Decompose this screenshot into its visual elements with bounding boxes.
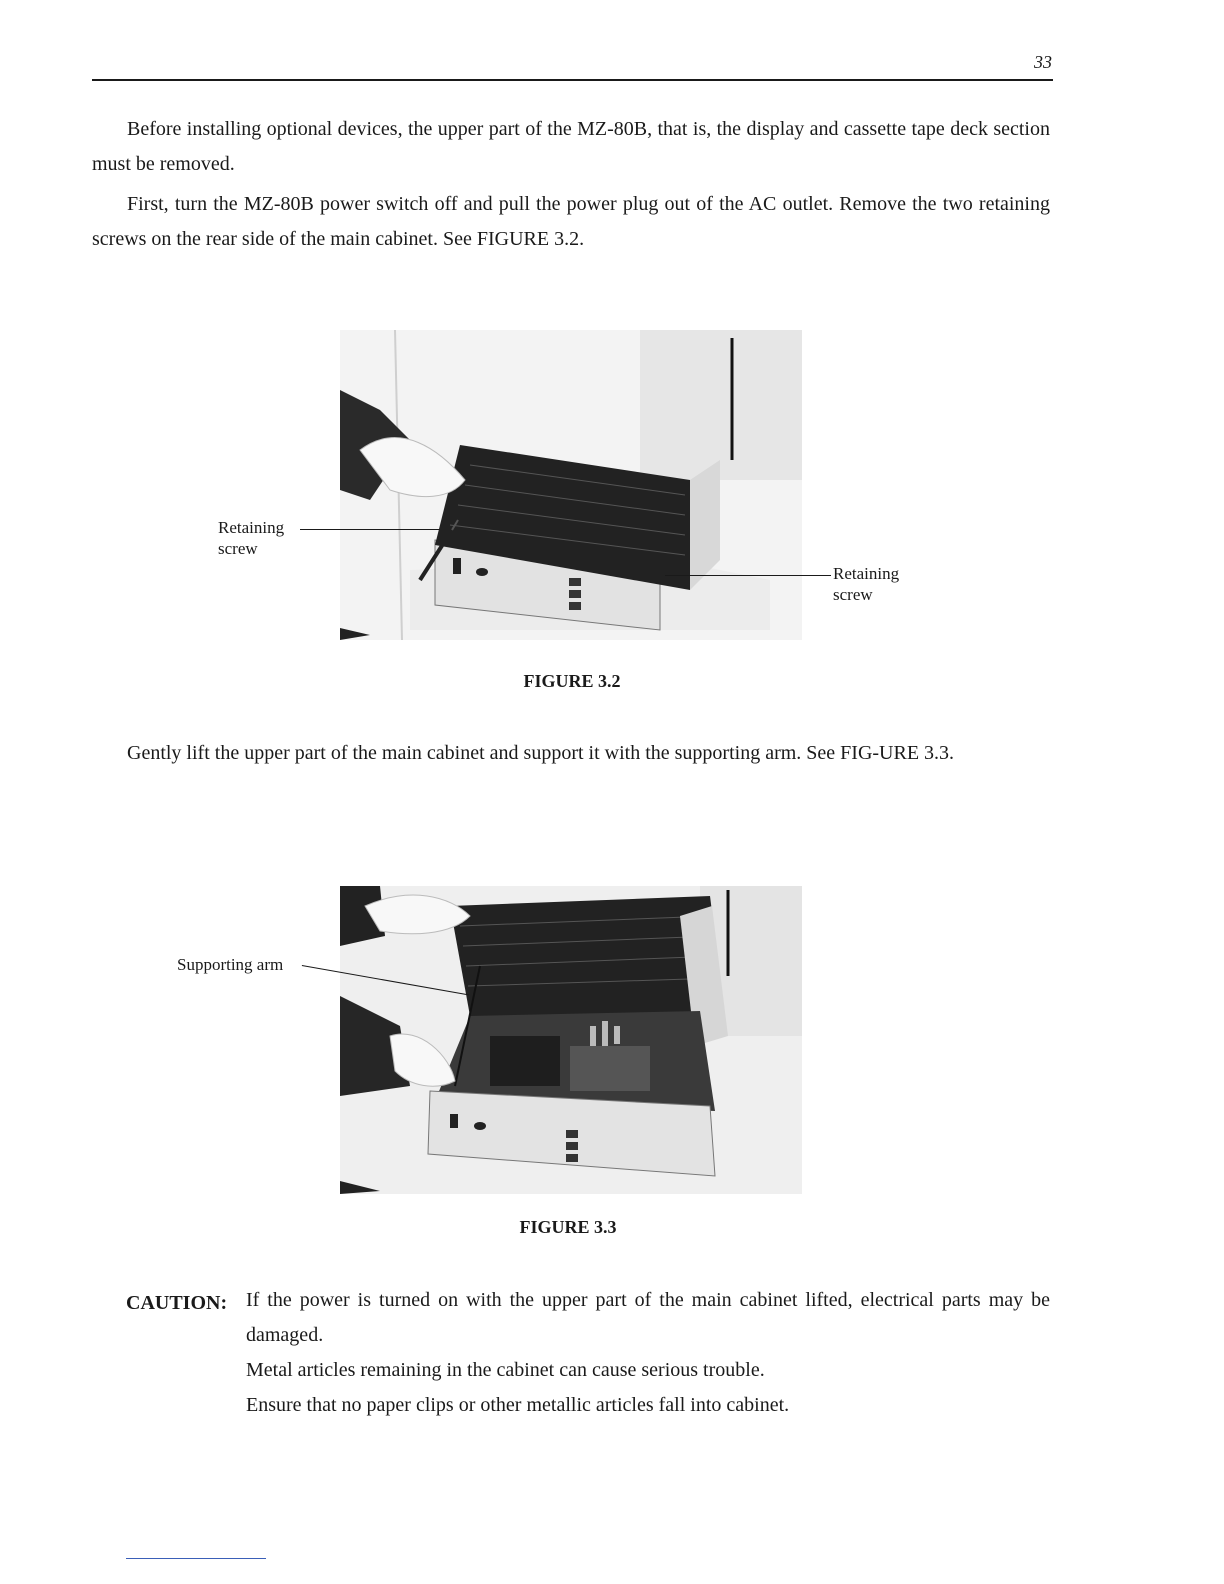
callout-right-line2: screw: [833, 585, 873, 604]
caution-body: [246, 1283, 1050, 1423]
header-rule: [92, 79, 1053, 81]
paragraph-lift-cabinet: Gently lift the upper part of the main cabinet and support it with the supporting arm. See FIG-URE 3.3.: [127, 742, 955, 764]
callout-right-line1: Retaining: [833, 564, 900, 583]
caution-line-3: Ensure that no paper clips or other metallic articles fall into cabinet.: [246, 1394, 790, 1416]
callout-retaining-screw-left: [218, 517, 284, 559]
caution-line-1: If the power is turned on with the upper part of the main cabinet lifted, electrical parts may be damaged.: [246, 1289, 1050, 1346]
footnote-rule: [126, 1558, 266, 1559]
figure-3-2-photo: [340, 330, 802, 640]
caution-label: CAUTION:: [126, 1292, 228, 1314]
leader-line-left: [300, 529, 440, 530]
callout-left-line1: Retaining: [218, 518, 285, 537]
caution-line-2: Metal articles remaining in the cabinet can cause serious trouble.: [246, 1359, 765, 1381]
callout-retaining-screw-right: [833, 563, 899, 605]
paragraph-intro: Before installing optional devices, the upper part of the MZ-80B, that is, the display and cassette tape deck section must be removed.: [92, 118, 1050, 175]
paragraph-remove-screws: First, turn the MZ-80B power switch off and pull the power plug out of the AC outlet. Remove the two retaining screws on the rear side of the main cabinet. See FIGURE 3.2.: [92, 193, 1050, 250]
figure-3-3-caption: FIGURE 3.3: [519, 1217, 617, 1237]
figure-3-2-illustration: [340, 330, 802, 640]
leader-line-right: [665, 575, 831, 576]
callout-supporting-arm: Supporting arm: [177, 955, 284, 974]
page-number: 33: [1034, 52, 1052, 72]
figure-3-2-caption: FIGURE 3.2: [523, 671, 621, 691]
figure-3-3-photo: [340, 886, 802, 1194]
callout-left-line2: screw: [218, 539, 258, 558]
figure-3-3-illustration: [340, 886, 802, 1194]
